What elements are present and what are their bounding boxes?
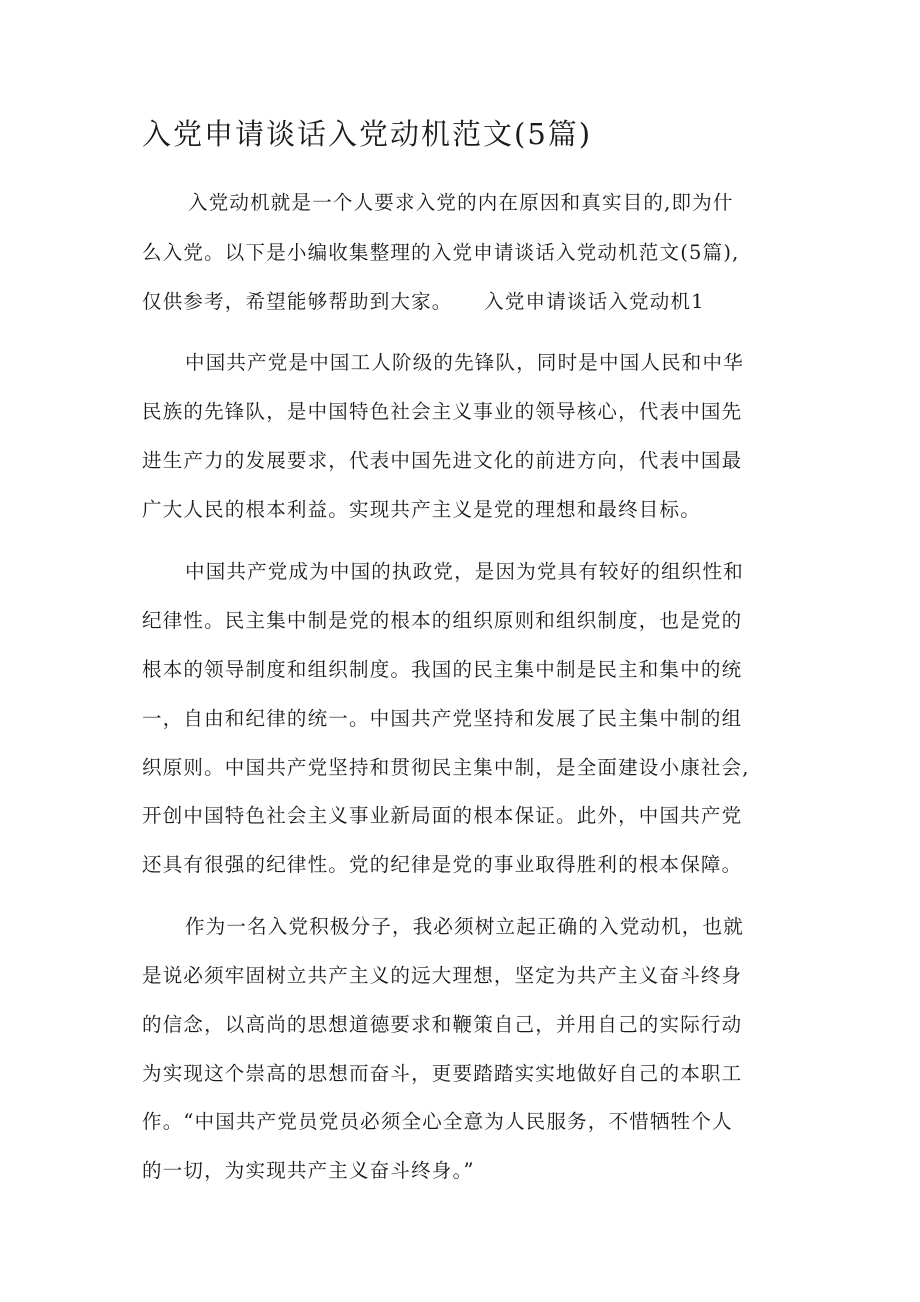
paragraph-line: 作。“中国共产党员党员必须全心全意为人民服务，不惜牺牲个人 — [142, 1110, 733, 1133]
paragraph-line: 进生产力的发展要求，代表中国先进文化的前进方向，代表中国最 — [142, 449, 743, 472]
paragraph-line: 织原则。中国共产党坚持和贯彻民主集中制，是全面建设小康社会, — [142, 756, 750, 779]
paragraph-line: 是说必须牢固树立共产主义的远大理想，坚定为共产主义奋斗终身 — [142, 964, 743, 987]
paragraph-line: 开创中国特色社会主义事业新局面的根本保证。此外，中国共产党 — [142, 804, 743, 827]
paragraph-line: 一，自由和纪律的统一。中国共产党坚持和发展了民主集中制的组 — [142, 707, 743, 730]
paragraph-line: 仅供参考，希望能够帮助到大家。 入党申请谈话入党动机1 — [142, 290, 705, 313]
paragraph-line: 作为一名入党积极分子，我必须树立起正确的入党动机，也就 — [185, 915, 744, 938]
paragraph-line: 的一切，为实现共产主义奋斗终身。” — [142, 1159, 475, 1182]
paragraph-line: 根本的领导制度和组织制度。我国的民主集中制是民主和集中的统 — [142, 658, 743, 681]
paragraph-line: 广大人民的根本利益。实现共产主义是党的理想和最终目标。 — [142, 498, 701, 521]
paragraph-line: 中国共产党是中国工人阶级的先锋队，同时是中国人民和中华 — [185, 351, 744, 374]
paragraph-line: 为实现这个崇高的思想而奋斗，更要踏踏实实地做好自己的本职工 — [142, 1062, 743, 1085]
paragraph-line: 入党动机就是一个人要求入党的内在原因和真实目的,即为什 — [188, 191, 734, 214]
paragraph-line: 纪律性。民主集中制是党的根本的组织原则和组织制度，也是党的 — [142, 609, 743, 632]
paragraph-line: 的信念，以高尚的思想道德要求和鞭策自己，并用自己的实际行动 — [142, 1013, 743, 1036]
paragraph-line: 还具有很强的纪律性。党的纪律是党的事业取得胜利的根本保障。 — [142, 853, 743, 876]
paragraph-line: 中国共产党成为中国的执政党，是因为党具有较好的组织性和 — [185, 560, 744, 583]
paragraph-line: 么入党。以下是小编收集整理的入党申请谈话入党动机范文(5篇), — [142, 241, 740, 264]
paragraph-line: 民族的先锋队，是中国特色社会主义事业的领导核心，代表中国先 — [142, 400, 743, 423]
document-title: 入党申请谈话入党动机范文(5篇) — [142, 117, 593, 151]
